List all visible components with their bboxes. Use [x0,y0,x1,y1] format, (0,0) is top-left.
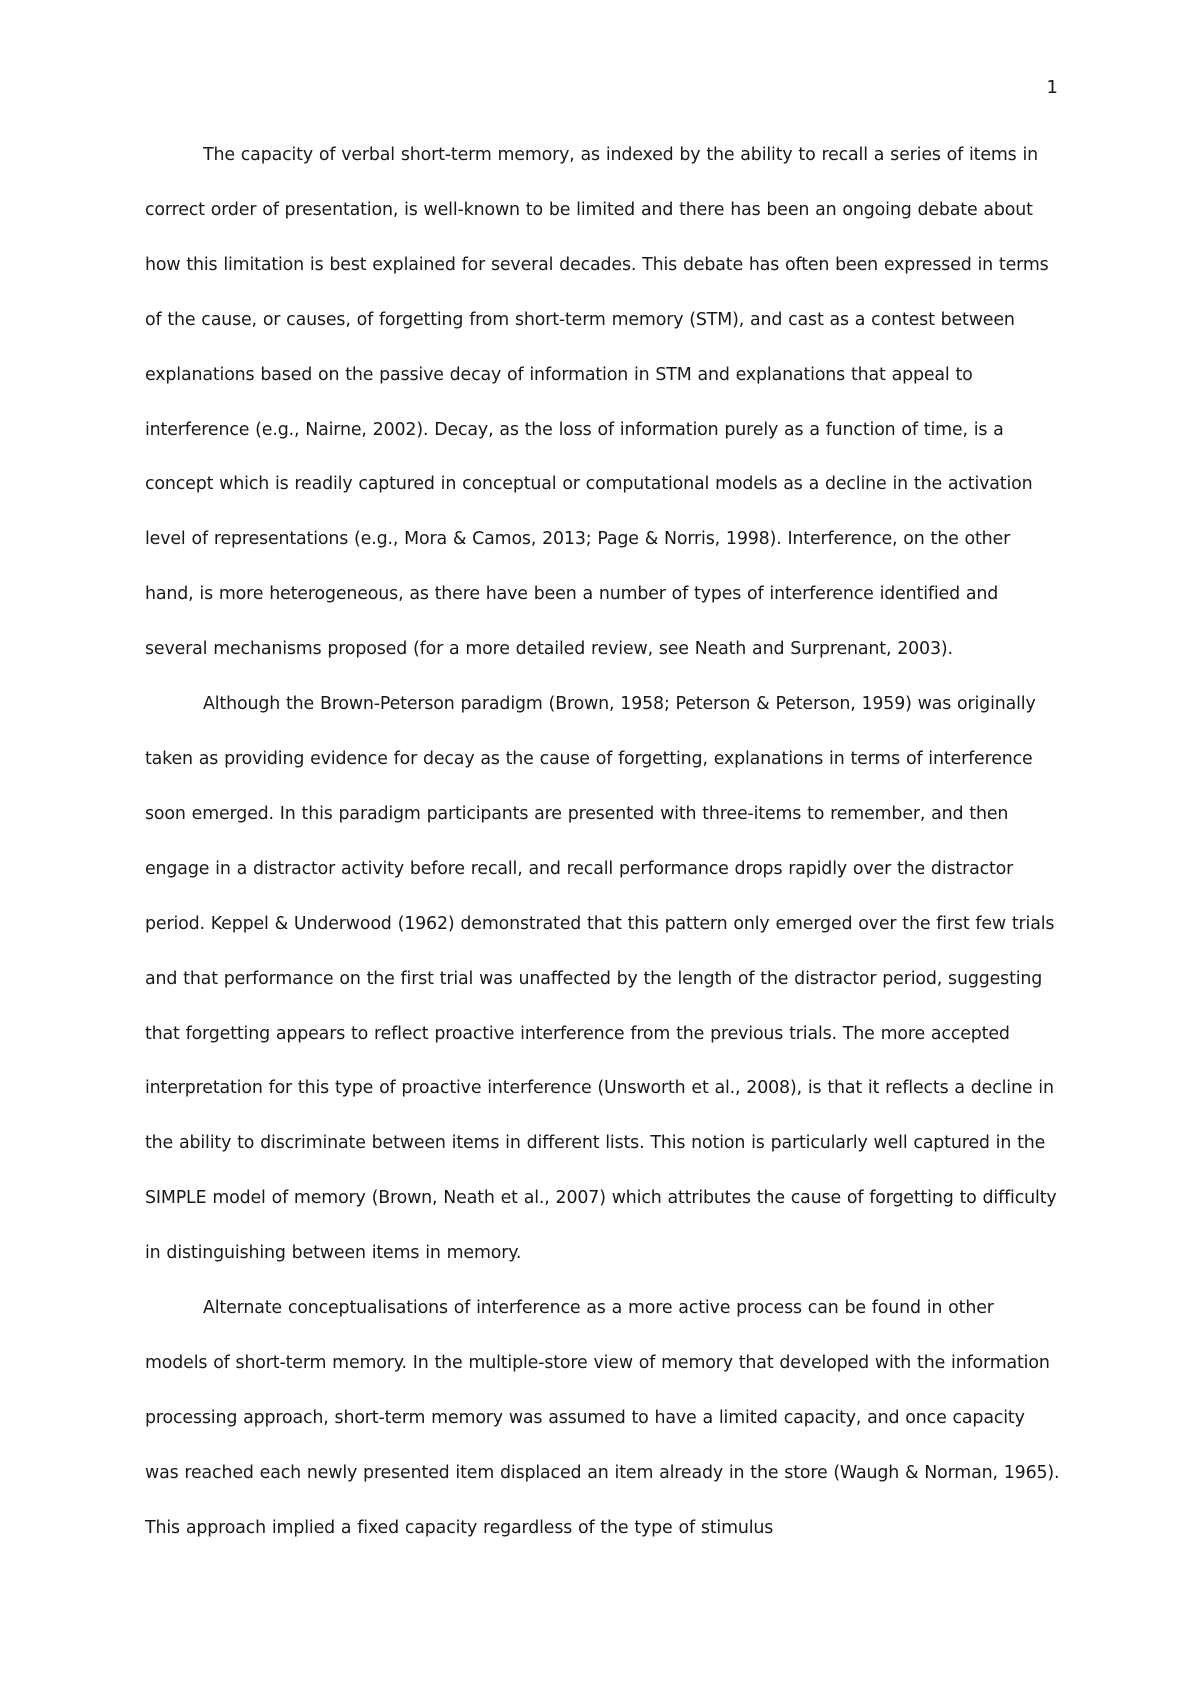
body-text [145,128,1060,1556]
paragraph-1: The capacity of verbal short-term memory, as indexed by the ability to recall a series of items in correct order of presentation, is well-known to be limited and there has been an ongoing debate about how this limitation is best explained for several decades. This debate has often been expressed in terms of the cause, or causes, of forgetting from short-term memory (STM), and cast as a contest between explanations based on the passive decay of information in STM and explanations that appeal to interference (e.g., Nairne, 2002). Decay, as the loss of information purely as a function of time, is a concept which is readily captured in conceptual or computational models as a decline in the activation level of representations (e.g., Mora & Camos, 2013; Page & Norris, 1998). Interference, on the other hand, is more heterogeneous, as there have been a number of types of interference identified and several mechanisms proposed (for a more detailed review, see Neath and Surprenant, 2003). [145,145,1049,660]
page-number: 1 [1046,77,1058,98]
paragraph-2: Although the Brown-Peterson paradigm (Brown, 1958; Peterson & Peterson, 1959) was originally taken as providing evidence for decay as the cause of forgetting, explanations in terms of interference soon emerged. In this paradigm participants are presented with three-items to remember, and then engage in a distractor activity before recall, and recall performance drops rapidly over the distractor period. Keppel & Underwood (1962) demonstrated that this pattern only emerged over the first few trials and that performance on the first trial was unaffected by the length of the distractor period, suggesting that forgetting appears to reflect proactive interference from the previous trials. The more accepted interpretation for this type of proactive interference (Unsworth et al., 2008), is that it reflects a decline in the ability to discriminate between items in different lists. This notion is particularly well captured in the SIMPLE model of memory (Brown, Neath et al., 2007) which attributes the cause of forgetting to difficulty in distinguishing between items in memory. [145,694,1057,1264]
paragraph-3: Alternate conceptualisations of interference as a more active process can be found in other models of short-term memory. In the multiple-store view of memory that developed with the information processing approach, short-term memory was assumed to have a limited capacity, and once capacity was reached each newly presented item displaced an item already in the store (Waugh & Norman, 1965). This approach implied a fixed capacity regardless of the type of stimulus [145,1298,1060,1538]
